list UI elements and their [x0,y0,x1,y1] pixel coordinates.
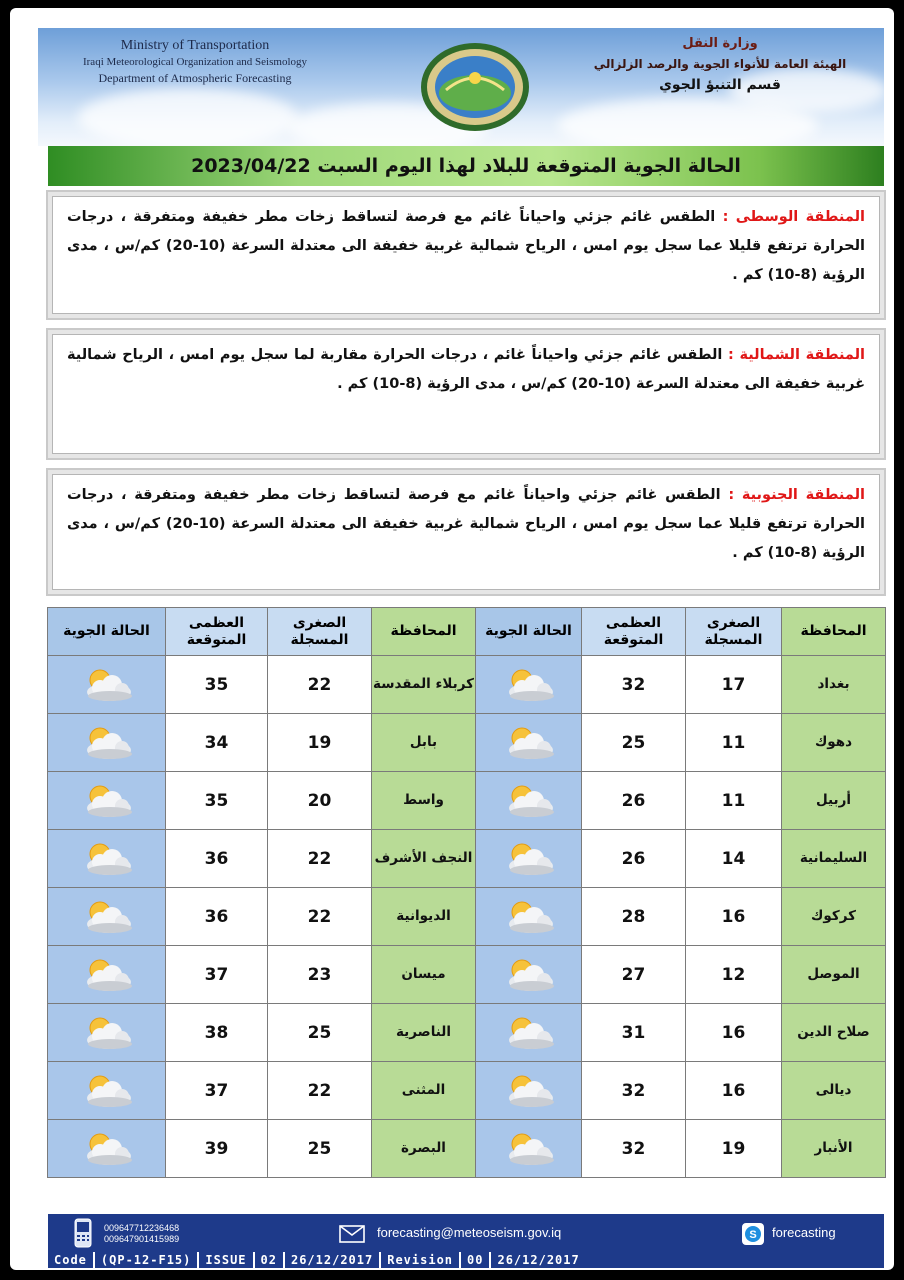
table-row [48,1062,886,1120]
table-row [48,888,886,946]
header-banner [38,28,884,146]
header-max-temp: العظمى المتوقعة [582,608,686,656]
governorate-cell: ديالى [782,1062,886,1120]
min-temp-cell: 16 [686,1062,782,1120]
condition-cell [48,1004,166,1062]
max-temp-cell: 36 [166,830,268,888]
forecast-table-body [48,656,886,1178]
skype-handle[interactable]: forecasting [772,1225,836,1240]
governorate-cell: السليمانية [782,830,886,888]
governorate-cell: البصرة [372,1120,476,1178]
max-temp-cell: 39 [166,1120,268,1178]
header-condition: الحالة الجوية [48,608,166,656]
region-central-body [52,196,880,314]
max-temp-cell: 26 [582,772,686,830]
min-temp-cell: 22 [268,1062,372,1120]
phone-number-2: 009647901415989 [104,1234,180,1244]
max-temp-cell: 34 [166,714,268,772]
header-max-temp: العظمى المتوقعة [166,608,268,656]
partly-cloudy-icon [500,665,558,705]
min-temp-cell: 16 [686,1004,782,1062]
table-row [48,1120,886,1178]
region-northern-body [52,334,880,454]
partly-cloudy-icon [500,897,558,937]
min-temp-cell: 22 [268,888,372,946]
region-central-name: المنطقة الوسطى : [722,209,865,225]
table-row [48,1004,886,1062]
condition-cell [476,772,582,830]
governorate-cell: الناصرية [372,1004,476,1062]
min-temp-cell: 23 [268,946,372,1004]
region-southern [46,468,886,596]
partly-cloudy-icon [500,955,558,995]
governorate-cell: دهوك [782,714,886,772]
governorate-cell: واسط [372,772,476,830]
governorate-cell: ميسان [372,946,476,1004]
governorate-cell: كركوك [782,888,886,946]
region-northern-text: الطقس غائم جزئي واحياناً غائم ، درجات الحرارة مقاربة لما سجل يوم امس ، الرياح شمالية غربية خفيفة الى معتدلة السرعة (10-20) كم/س ، مدى الرؤية (8-10) كم . [67,347,865,392]
max-temp-cell: 26 [582,830,686,888]
min-temp-cell: 14 [686,830,782,888]
document-code-bar [48,1252,884,1268]
ministry-title-en: Ministry of Transportation [120,38,270,53]
min-temp-cell: 19 [686,1120,782,1178]
partly-cloudy-icon [78,1013,136,1053]
partly-cloudy-icon [500,781,558,821]
min-temp-cell: 25 [268,1004,372,1062]
condition-cell [476,714,582,772]
min-temp-cell: 17 [686,656,782,714]
condition-cell [48,830,166,888]
condition-cell [48,888,166,946]
title-bar [48,146,884,186]
governorate-cell: بابل [372,714,476,772]
region-southern-body [52,474,880,590]
table-header-row [48,608,886,656]
partly-cloudy-icon [78,665,136,705]
partly-cloudy-icon [78,723,136,763]
email-address[interactable]: forecasting@meteoseism.gov.iq [377,1225,562,1240]
max-temp-cell: 38 [166,1004,268,1062]
max-temp-cell: 27 [582,946,686,1004]
partly-cloudy-icon [500,1013,558,1053]
max-temp-cell: 35 [166,772,268,830]
partly-cloudy-icon [78,1129,136,1169]
phone-numbers [104,1223,179,1245]
table-row [48,830,886,888]
min-temp-cell: 22 [268,830,372,888]
header-governorate: المحافظة [372,608,476,656]
min-temp-cell: 22 [268,656,372,714]
governorate-cell: الديوانية [372,888,476,946]
max-temp-cell: 37 [166,946,268,1004]
condition-cell [48,656,166,714]
condition-cell [48,1120,166,1178]
max-temp-cell: 32 [582,1120,686,1178]
partly-cloudy-icon [78,955,136,995]
partly-cloudy-icon [78,1071,136,1111]
ministry-title-ar: وزارة النقل [682,36,758,51]
header-min-temp: الصغرى المسجلة [686,608,782,656]
skype-icon [742,1223,764,1245]
condition-cell [476,830,582,888]
table-row [48,714,886,772]
email-icon [339,1225,365,1243]
max-temp-cell: 37 [166,1062,268,1120]
min-temp-cell: 12 [686,946,782,1004]
max-temp-cell: 32 [582,656,686,714]
page-title: الحالة الجوية المتوقعة للبلاد لهذا اليوم السبت 2023/04/22 [191,155,741,177]
forecast-table [47,607,886,1178]
region-southern-text: الطقس غائم جزئي واحياناً غائم مع فرصة لتساقط زخات مطر خفيفة ومتفرقة ، درجات الحرارة ترتفع قليلا عما سجل يوم امس ، الرياح شمالية غربية خفيفة الى معتدلة السرعة (10-20) كم/س ، مدى الرؤية (8-10) كم . [67,487,865,561]
ministry-name-arabic [570,34,870,96]
code-value: (QP-12-F15) [95,1252,199,1268]
header-min-temp: الصغرى المسجلة [268,608,372,656]
partly-cloudy-icon [78,839,136,879]
max-temp-cell: 36 [166,888,268,946]
region-central-text: الطقس غائم جزئي واحياناً غائم مع فرصة لتساقط زخات مطر خفيفة ومتفرقة ، درجات الحرارة ترتفع قليلا عما سجل يوم امس ، الرياح شمالية غربية خفيفة الى معتدلة السرعة (10-20) كم/س ، مدى الرؤية (8-10) كم . [67,209,865,283]
min-temp-cell: 25 [268,1120,372,1178]
min-temp-cell: 20 [268,772,372,830]
table-row [48,772,886,830]
governorate-cell: النجف الأشرف [372,830,476,888]
forecast-sheet [10,8,894,1270]
issue-number: 02 [255,1252,285,1268]
governorate-cell: الموصل [782,946,886,1004]
phone-number-1: 009647712236468 [104,1223,180,1233]
organization-title-ar: الهيئة العامة للأنواء الجوية والرصد الزلزالي [593,57,847,71]
ministry-name-english [50,38,340,86]
partly-cloudy-icon [500,839,558,879]
code-label: Code [48,1252,95,1268]
revision-number: 00 [461,1252,491,1268]
condition-cell [48,946,166,1004]
header-governorate: المحافظة [782,608,886,656]
governorate-cell: صلاح الدين [782,1004,886,1062]
revision-label: Revision [381,1252,461,1268]
partly-cloudy-icon [500,1071,558,1111]
partly-cloudy-icon [78,897,136,937]
issue-date: 26/12/2017 [285,1252,381,1268]
min-temp-cell: 19 [268,714,372,772]
condition-cell [476,656,582,714]
table-row [48,946,886,1004]
region-northern [46,328,886,460]
condition-cell [48,772,166,830]
min-temp-cell: 11 [686,772,782,830]
governorate-cell: المثنى [372,1062,476,1120]
region-central [46,190,886,320]
max-temp-cell: 35 [166,656,268,714]
governorate-cell: بغداد [782,656,886,714]
issue-label: ISSUE [199,1252,254,1268]
condition-cell [476,1004,582,1062]
department-title-en: Department of Atmospheric Forecasting [98,71,292,85]
condition-cell [476,1120,582,1178]
contact-footer [48,1214,884,1252]
header-condition: الحالة الجوية [476,608,582,656]
max-temp-cell: 32 [582,1062,686,1120]
table-row [48,656,886,714]
min-temp-cell: 11 [686,714,782,772]
max-temp-cell: 25 [582,714,686,772]
region-northern-name: المنطقة الشمالية : [728,347,865,363]
svg-text:S: S [749,1229,757,1241]
min-temp-cell: 16 [686,888,782,946]
governorate-cell: كربلاء المقدسة [372,656,476,714]
partly-cloudy-icon [500,723,558,763]
department-title-ar: قسم التنبؤ الجوي [659,77,781,93]
condition-cell [476,1062,582,1120]
condition-cell [476,946,582,1004]
condition-cell [48,714,166,772]
condition-cell [476,888,582,946]
governorate-cell: أربيل [782,772,886,830]
phone-icon [74,1218,92,1248]
partly-cloudy-icon [500,1129,558,1169]
organization-logo [416,38,534,136]
partly-cloudy-icon [78,781,136,821]
organization-title-en: Iraqi Meteorological Organization and Seismology [82,56,308,68]
revision-date: 26/12/2017 [497,1253,580,1267]
max-temp-cell: 31 [582,1004,686,1062]
max-temp-cell: 28 [582,888,686,946]
region-southern-name: المنطقة الجنوبية : [728,487,865,503]
condition-cell [48,1062,166,1120]
governorate-cell: الأنبار [782,1120,886,1178]
